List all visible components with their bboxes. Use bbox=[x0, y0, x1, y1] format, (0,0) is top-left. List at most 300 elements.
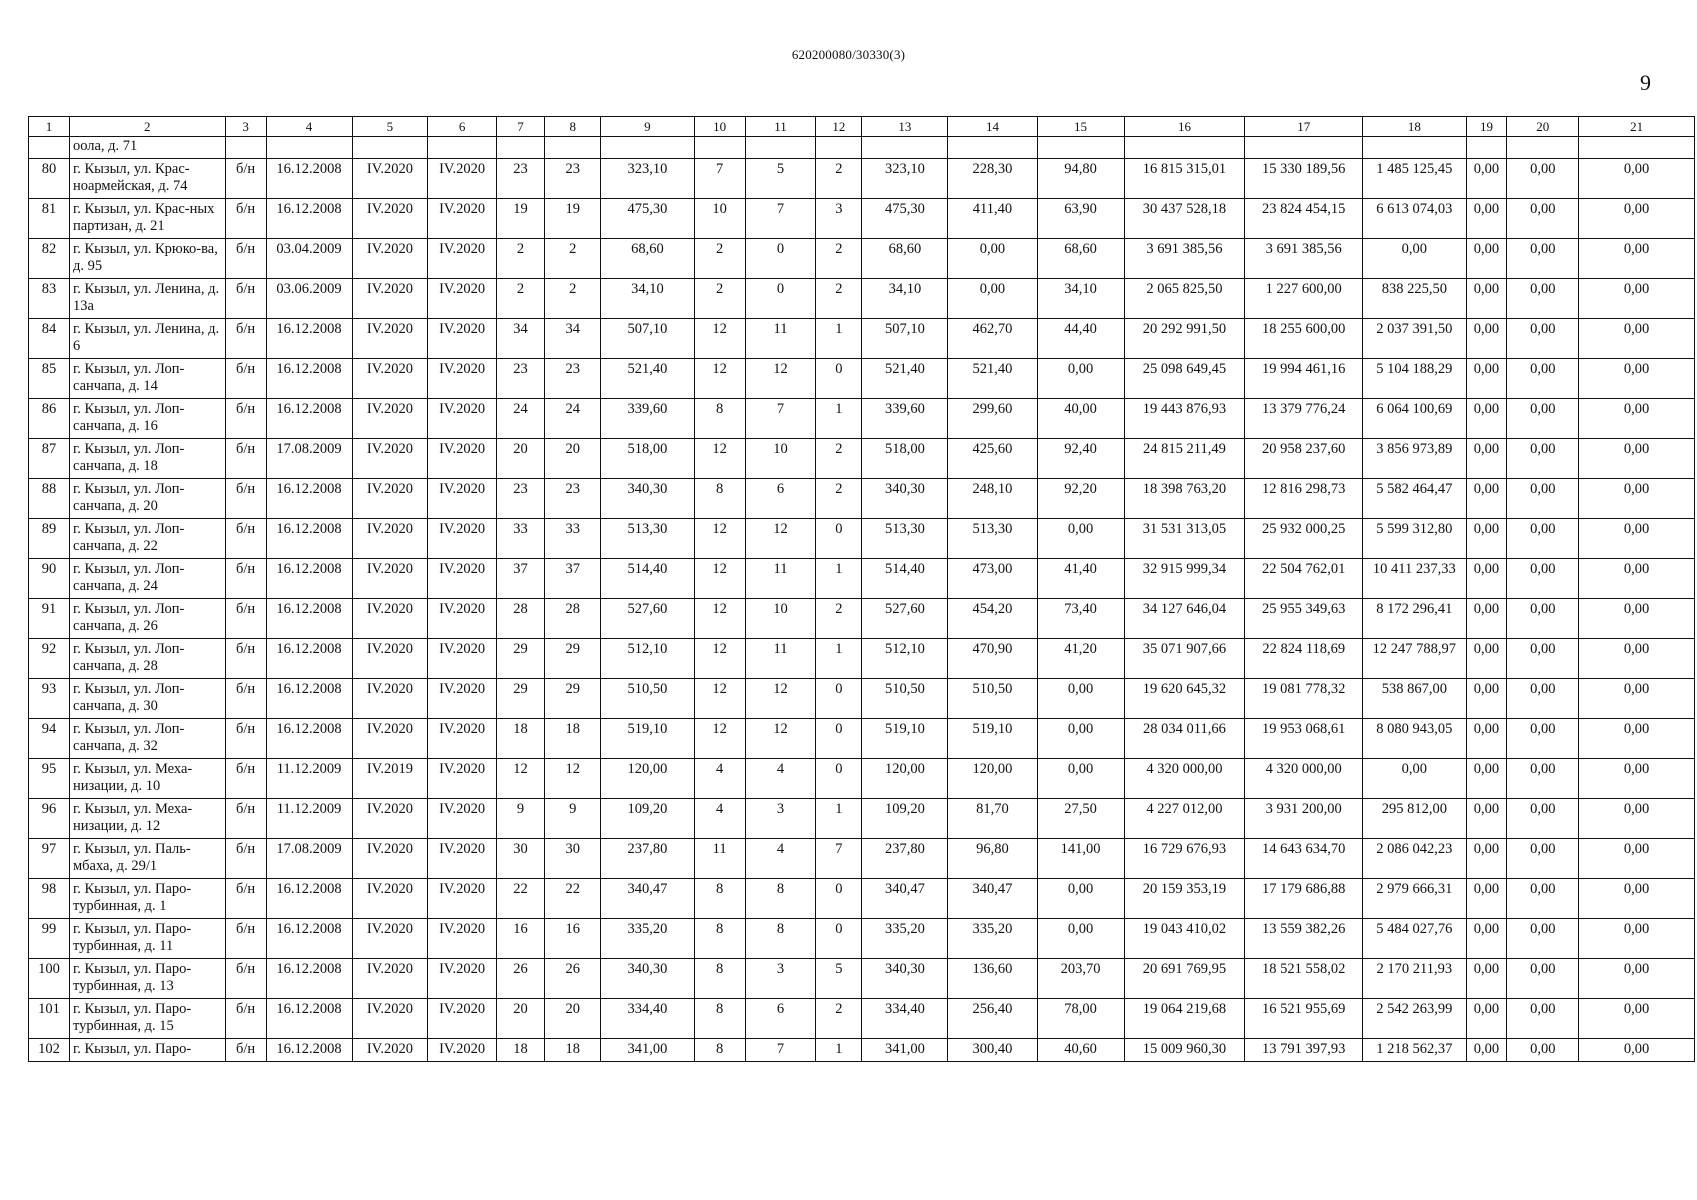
cell-n bbox=[29, 137, 70, 159]
column-header-3: 3 bbox=[225, 117, 266, 137]
cell-c11: 5 bbox=[745, 159, 816, 199]
cell-c14: 248,10 bbox=[948, 479, 1037, 519]
table-row bbox=[29, 239, 1695, 279]
cell-c18: 3 856 973,89 bbox=[1363, 439, 1466, 479]
column-header-16: 16 bbox=[1124, 117, 1245, 137]
cell-c12: 2 bbox=[816, 999, 862, 1039]
cell-c13: 323,10 bbox=[862, 159, 948, 199]
cell-c20: 0,00 bbox=[1507, 919, 1579, 959]
cell-c9: 237,80 bbox=[601, 839, 694, 879]
table-row bbox=[29, 519, 1695, 559]
cell-addr: г. Кызыл, ул. Лоп-санчапа, д. 30 bbox=[69, 679, 225, 719]
cell-c16: 34 127 646,04 bbox=[1124, 599, 1245, 639]
cell-c16: 4 227 012,00 bbox=[1124, 799, 1245, 839]
cell-c18: 5 104 188,29 bbox=[1363, 359, 1466, 399]
cell-c13: 513,30 bbox=[862, 519, 948, 559]
cell-c9: 340,30 bbox=[601, 479, 694, 519]
cell-c17: 15 330 189,56 bbox=[1245, 159, 1363, 199]
cell-c17: 18 521 558,02 bbox=[1245, 959, 1363, 999]
cell-c10: 12 bbox=[694, 359, 745, 399]
cell-doc: б/н bbox=[225, 559, 266, 599]
cell-q2: IV.2020 bbox=[428, 519, 497, 559]
cell-c15: 27,50 bbox=[1037, 799, 1124, 839]
cell-c19: 0,00 bbox=[1466, 479, 1507, 519]
cell-date: 16.12.2008 bbox=[266, 159, 352, 199]
cell-c13: 109,20 bbox=[862, 799, 948, 839]
cell-doc: б/н bbox=[225, 719, 266, 759]
cell-c21: 0,00 bbox=[1579, 159, 1695, 199]
cell-date: 16.12.2008 bbox=[266, 359, 352, 399]
cell-doc: б/н bbox=[225, 959, 266, 999]
cell-doc: б/н bbox=[225, 239, 266, 279]
cell-c14: 0,00 bbox=[948, 279, 1037, 319]
cell-date: 16.12.2008 bbox=[266, 519, 352, 559]
cell-date: 16.12.2008 bbox=[266, 639, 352, 679]
column-header-18: 18 bbox=[1363, 117, 1466, 137]
cell-c11: 12 bbox=[745, 359, 816, 399]
cell-c7: 9 bbox=[496, 799, 544, 839]
cell-c7: 22 bbox=[496, 879, 544, 919]
cell-c17: 16 521 955,69 bbox=[1245, 999, 1363, 1039]
cell-c12: 0 bbox=[816, 359, 862, 399]
cell-c9: 339,60 bbox=[601, 399, 694, 439]
cell-c20: 0,00 bbox=[1507, 439, 1579, 479]
cell-c9: 109,20 bbox=[601, 799, 694, 839]
cell-c20: 0,00 bbox=[1507, 319, 1579, 359]
cell-c17: 22 504 762,01 bbox=[1245, 559, 1363, 599]
cell-c9: 475,30 bbox=[601, 199, 694, 239]
cell-c15: 41,40 bbox=[1037, 559, 1124, 599]
cell-c11: 11 bbox=[745, 639, 816, 679]
cell-c17: 19 994 461,16 bbox=[1245, 359, 1363, 399]
cell-c21: 0,00 bbox=[1579, 919, 1695, 959]
cell-c21: 0,00 bbox=[1579, 559, 1695, 599]
cell-c21: 0,00 bbox=[1579, 479, 1695, 519]
cell-q2: IV.2020 bbox=[428, 599, 497, 639]
cell-c16: 24 815 211,49 bbox=[1124, 439, 1245, 479]
column-header-17: 17 bbox=[1245, 117, 1363, 137]
table-row bbox=[29, 759, 1695, 799]
cell-c15: 63,90 bbox=[1037, 199, 1124, 239]
cell-c16: 4 320 000,00 bbox=[1124, 759, 1245, 799]
cell-c21: 0,00 bbox=[1579, 599, 1695, 639]
cell-c12: 1 bbox=[816, 399, 862, 439]
cell-c10: 12 bbox=[694, 639, 745, 679]
cell-c12: 0 bbox=[816, 759, 862, 799]
cell-c16: 28 034 011,66 bbox=[1124, 719, 1245, 759]
column-header-21: 21 bbox=[1579, 117, 1695, 137]
cell-c20: 0,00 bbox=[1507, 839, 1579, 879]
cell-c11: 6 bbox=[745, 999, 816, 1039]
cell-c15: 0,00 bbox=[1037, 919, 1124, 959]
cell-c16: 30 437 528,18 bbox=[1124, 199, 1245, 239]
cell-c16: 25 098 649,45 bbox=[1124, 359, 1245, 399]
cell-c9: 323,10 bbox=[601, 159, 694, 199]
cell-c12: 1 bbox=[816, 1039, 862, 1062]
cell-c14: 81,70 bbox=[948, 799, 1037, 839]
table-row bbox=[29, 839, 1695, 879]
cell-c9: 120,00 bbox=[601, 759, 694, 799]
cell-c14: 228,30 bbox=[948, 159, 1037, 199]
cell-c12: 2 bbox=[816, 159, 862, 199]
cell-c16: 31 531 313,05 bbox=[1124, 519, 1245, 559]
cell-c18: 2 037 391,50 bbox=[1363, 319, 1466, 359]
cell-c10: 11 bbox=[694, 839, 745, 879]
cell-c18: 10 411 237,33 bbox=[1363, 559, 1466, 599]
cell-c16: 16 815 315,01 bbox=[1124, 159, 1245, 199]
cell-c8: 24 bbox=[545, 399, 601, 439]
cell-c11: 11 bbox=[745, 559, 816, 599]
cell-c21: 0,00 bbox=[1579, 279, 1695, 319]
cell-c7: 37 bbox=[496, 559, 544, 599]
cell-date: 16.12.2008 bbox=[266, 959, 352, 999]
cell-q1: IV.2020 bbox=[352, 639, 428, 679]
cell-c15: 0,00 bbox=[1037, 679, 1124, 719]
cell-c7: 23 bbox=[496, 479, 544, 519]
cell-c11: 3 bbox=[745, 799, 816, 839]
cell-c9: 507,10 bbox=[601, 319, 694, 359]
cell-c9: 340,47 bbox=[601, 879, 694, 919]
cell-doc: б/н bbox=[225, 359, 266, 399]
cell-c20: 0,00 bbox=[1507, 359, 1579, 399]
cell-c13: 507,10 bbox=[862, 319, 948, 359]
cell-c14: 300,40 bbox=[948, 1039, 1037, 1062]
cell-q1: IV.2020 bbox=[352, 879, 428, 919]
cell-addr: г. Кызыл, ул. Крас-ноармейская, д. 74 bbox=[69, 159, 225, 199]
cell-q2: IV.2020 bbox=[428, 399, 497, 439]
cell-c12: 0 bbox=[816, 879, 862, 919]
cell-c13: 514,40 bbox=[862, 559, 948, 599]
cell-c13: 335,20 bbox=[862, 919, 948, 959]
cell-c14: 340,47 bbox=[948, 879, 1037, 919]
cell-c13: 519,10 bbox=[862, 719, 948, 759]
cell-q2: IV.2020 bbox=[428, 839, 497, 879]
cell-c16: 19 620 645,32 bbox=[1124, 679, 1245, 719]
cell-c19: 0,00 bbox=[1466, 639, 1507, 679]
cell-addr: г. Кызыл, ул. Меха-низации, д. 10 bbox=[69, 759, 225, 799]
cell-q2: IV.2020 bbox=[428, 1039, 497, 1062]
cell-c13: 237,80 bbox=[862, 839, 948, 879]
cell-c10: 8 bbox=[694, 999, 745, 1039]
cell-c13: 340,30 bbox=[862, 479, 948, 519]
cell-q1: IV.2020 bbox=[352, 1039, 428, 1062]
cell-q1: IV.2020 bbox=[352, 519, 428, 559]
cell-c19: 0,00 bbox=[1466, 439, 1507, 479]
cell-addr: г. Кызыл, ул. Ленина, д. 13а bbox=[69, 279, 225, 319]
cell-doc: б/н bbox=[225, 679, 266, 719]
cell-n: 84 bbox=[29, 319, 70, 359]
cell-q2: IV.2020 bbox=[428, 799, 497, 839]
cell-date: 16.12.2008 bbox=[266, 319, 352, 359]
cell-c9: 34,10 bbox=[601, 279, 694, 319]
cell-doc: б/н bbox=[225, 799, 266, 839]
cell-q1: IV.2020 bbox=[352, 279, 428, 319]
cell-c19: 0,00 bbox=[1466, 879, 1507, 919]
cell-q1: IV.2020 bbox=[352, 799, 428, 839]
cell-c17: 25 932 000,25 bbox=[1245, 519, 1363, 559]
cell-c19: 0,00 bbox=[1466, 959, 1507, 999]
cell-n: 102 bbox=[29, 1039, 70, 1062]
cell-addr: г. Кызыл, ул. Ленина, д. 6 bbox=[69, 319, 225, 359]
cell-c10: 4 bbox=[694, 799, 745, 839]
cell-addr: г. Кызыл, ул. Лоп-санчапа, д. 14 bbox=[69, 359, 225, 399]
cell-c12: 1 bbox=[816, 559, 862, 599]
cell-doc: б/н bbox=[225, 159, 266, 199]
cell-c19: 0,00 bbox=[1466, 239, 1507, 279]
cell-c20: 0,00 bbox=[1507, 399, 1579, 439]
cell-c15: 0,00 bbox=[1037, 359, 1124, 399]
cell-c8: 29 bbox=[545, 639, 601, 679]
cell-c21: 0,00 bbox=[1579, 759, 1695, 799]
cell-c7: 26 bbox=[496, 959, 544, 999]
cell-n: 80 bbox=[29, 159, 70, 199]
cell-c7: 33 bbox=[496, 519, 544, 559]
cell-q2: IV.2020 bbox=[428, 959, 497, 999]
cell-n: 88 bbox=[29, 479, 70, 519]
cell-q1: IV.2020 bbox=[352, 559, 428, 599]
cell-c12: 2 bbox=[816, 599, 862, 639]
cell-c9: 513,30 bbox=[601, 519, 694, 559]
cell-q1: IV.2020 bbox=[352, 719, 428, 759]
cell-c20: 0,00 bbox=[1507, 519, 1579, 559]
cell-c9: 340,30 bbox=[601, 959, 694, 999]
cell-c19: 0,00 bbox=[1466, 999, 1507, 1039]
cell-c18: 5 599 312,80 bbox=[1363, 519, 1466, 559]
cell-c17: 19 081 778,32 bbox=[1245, 679, 1363, 719]
cell-c17: 25 955 349,63 bbox=[1245, 599, 1363, 639]
cell-c17: 23 824 454,15 bbox=[1245, 199, 1363, 239]
cell-c20: 0,00 bbox=[1507, 799, 1579, 839]
cell-c12: 2 bbox=[816, 439, 862, 479]
column-header-4: 4 bbox=[266, 117, 352, 137]
cell-c10: 8 bbox=[694, 879, 745, 919]
cell-c7: 2 bbox=[496, 279, 544, 319]
cell-c9: 519,10 bbox=[601, 719, 694, 759]
cell-c16: 16 729 676,93 bbox=[1124, 839, 1245, 879]
cell-addr: г. Кызыл, ул. Лоп-санчапа, д. 32 bbox=[69, 719, 225, 759]
cell-c18: 838 225,50 bbox=[1363, 279, 1466, 319]
cell-q2: IV.2020 bbox=[428, 759, 497, 799]
cell-c15: 34,10 bbox=[1037, 279, 1124, 319]
cell-c11: 8 bbox=[745, 919, 816, 959]
cell-c11: 12 bbox=[745, 719, 816, 759]
cell-c19: 0,00 bbox=[1466, 719, 1507, 759]
cell-date: 16.12.2008 bbox=[266, 719, 352, 759]
cell-c11: 10 bbox=[745, 439, 816, 479]
cell-n: 91 bbox=[29, 599, 70, 639]
cell-addr: г. Кызыл, ул. Меха-низации, д. 12 bbox=[69, 799, 225, 839]
cell-c11: 8 bbox=[745, 879, 816, 919]
table-row bbox=[29, 1039, 1695, 1062]
cell-c10: 8 bbox=[694, 919, 745, 959]
cell-c12: 2 bbox=[816, 239, 862, 279]
cell-c8: 34 bbox=[545, 319, 601, 359]
cell-c10: 12 bbox=[694, 719, 745, 759]
cell-c21: 0,00 bbox=[1579, 679, 1695, 719]
cell-q2: IV.2020 bbox=[428, 559, 497, 599]
cell-c13: 512,10 bbox=[862, 639, 948, 679]
housing-table bbox=[28, 116, 1695, 1062]
cell-c15: 0,00 bbox=[1037, 759, 1124, 799]
cell-n: 92 bbox=[29, 639, 70, 679]
cell-c15: 94,80 bbox=[1037, 159, 1124, 199]
cell-c10: 4 bbox=[694, 759, 745, 799]
cell-c21: 0,00 bbox=[1579, 999, 1695, 1039]
cell-c7: 12 bbox=[496, 759, 544, 799]
cell-c11: 3 bbox=[745, 959, 816, 999]
cell-doc: б/н bbox=[225, 519, 266, 559]
cell-c15: 0,00 bbox=[1037, 519, 1124, 559]
cell-c13: 518,00 bbox=[862, 439, 948, 479]
cell-q1: IV.2020 bbox=[352, 439, 428, 479]
cell-n: 101 bbox=[29, 999, 70, 1039]
cell-n: 83 bbox=[29, 279, 70, 319]
document-code: 620200080/30330(3) bbox=[791, 47, 906, 62]
cell-c18: 1 485 125,45 bbox=[1363, 159, 1466, 199]
cell-date: 16.12.2008 bbox=[266, 999, 352, 1039]
cell-n: 93 bbox=[29, 679, 70, 719]
cell-c8: 28 bbox=[545, 599, 601, 639]
cell-q2: IV.2020 bbox=[428, 439, 497, 479]
cell-c17: 12 816 298,73 bbox=[1245, 479, 1363, 519]
cell-c7: 30 bbox=[496, 839, 544, 879]
cell-c11: 0 bbox=[745, 279, 816, 319]
cell-c15: 0,00 bbox=[1037, 879, 1124, 919]
cell-c7: 29 bbox=[496, 679, 544, 719]
cell-c19: 0,00 bbox=[1466, 399, 1507, 439]
cell-doc: б/н bbox=[225, 759, 266, 799]
cell-c9: 514,40 bbox=[601, 559, 694, 599]
cell-addr: г. Кызыл, ул. Лоп-санчапа, д. 22 bbox=[69, 519, 225, 559]
cell-c15: 141,00 bbox=[1037, 839, 1124, 879]
cell-c21: 0,00 bbox=[1579, 879, 1695, 919]
cell-c21: 0,00 bbox=[1579, 519, 1695, 559]
cell-c17: 13 379 776,24 bbox=[1245, 399, 1363, 439]
cell-date: 17.08.2009 bbox=[266, 839, 352, 879]
cell-c15: 73,40 bbox=[1037, 599, 1124, 639]
cell-doc: б/н bbox=[225, 919, 266, 959]
cell-c16: 20 159 353,19 bbox=[1124, 879, 1245, 919]
cell-c14: 120,00 bbox=[948, 759, 1037, 799]
cell-c13: 341,00 bbox=[862, 1039, 948, 1062]
cell-c12: 2 bbox=[816, 279, 862, 319]
cell-c20: 0,00 bbox=[1507, 719, 1579, 759]
cell-c20: 0,00 bbox=[1507, 559, 1579, 599]
cell-c17: 22 824 118,69 bbox=[1245, 639, 1363, 679]
cell-n: 95 bbox=[29, 759, 70, 799]
cell-c17: 17 179 686,88 bbox=[1245, 879, 1363, 919]
cell-c17: 13 791 397,93 bbox=[1245, 1039, 1363, 1062]
cell-c13: 340,47 bbox=[862, 879, 948, 919]
cell-q2: IV.2020 bbox=[428, 359, 497, 399]
cell-c13: 527,60 bbox=[862, 599, 948, 639]
cell-c19: 0,00 bbox=[1466, 199, 1507, 239]
cell-c11: 11 bbox=[745, 319, 816, 359]
cell-q2: IV.2020 bbox=[428, 639, 497, 679]
table-row bbox=[29, 159, 1695, 199]
cell-c14: 0,00 bbox=[948, 239, 1037, 279]
cell-date: 16.12.2008 bbox=[266, 399, 352, 439]
cell-q2: IV.2020 bbox=[428, 879, 497, 919]
cell-c15: 0,00 bbox=[1037, 719, 1124, 759]
cell-c21: 0,00 bbox=[1579, 319, 1695, 359]
cell-c11: 7 bbox=[745, 399, 816, 439]
cell-c14: 299,60 bbox=[948, 399, 1037, 439]
cell-c18: 6 064 100,69 bbox=[1363, 399, 1466, 439]
cell-c19: 0,00 bbox=[1466, 1039, 1507, 1062]
cell-c10: 10 bbox=[694, 199, 745, 239]
cell-c12: 0 bbox=[816, 679, 862, 719]
cell-c20: 0,00 bbox=[1507, 999, 1579, 1039]
cell-c12: 2 bbox=[816, 479, 862, 519]
table-row bbox=[29, 679, 1695, 719]
cell-c15: 92,20 bbox=[1037, 479, 1124, 519]
cell-q1: IV.2020 bbox=[352, 679, 428, 719]
column-header-13: 13 bbox=[862, 117, 948, 137]
cell-c12: 1 bbox=[816, 639, 862, 679]
cell-date: 16.12.2008 bbox=[266, 559, 352, 599]
cell-c21: 0,00 bbox=[1579, 199, 1695, 239]
cell-c7: 28 bbox=[496, 599, 544, 639]
cell-c8: 22 bbox=[545, 879, 601, 919]
table-row bbox=[29, 439, 1695, 479]
cell-c14: 454,20 bbox=[948, 599, 1037, 639]
cell-c9: 341,00 bbox=[601, 1039, 694, 1062]
cell-c10: 8 bbox=[694, 399, 745, 439]
cell-c8: 12 bbox=[545, 759, 601, 799]
cell-c21: 0,00 bbox=[1579, 439, 1695, 479]
cell-c20: 0,00 bbox=[1507, 639, 1579, 679]
cell-q1: IV.2019 bbox=[352, 759, 428, 799]
cell-c18: 2 170 211,93 bbox=[1363, 959, 1466, 999]
cell-addr: г. Кызыл, ул. Лоп-санчапа, д. 26 bbox=[69, 599, 225, 639]
cell-c19: 0,00 bbox=[1466, 519, 1507, 559]
cell-c8: 2 bbox=[545, 279, 601, 319]
cell-c13: 334,40 bbox=[862, 999, 948, 1039]
cell-c8: 26 bbox=[545, 959, 601, 999]
cell-c16: 19 443 876,93 bbox=[1124, 399, 1245, 439]
cell-c13: 475,30 bbox=[862, 199, 948, 239]
cell-c21: 0,00 bbox=[1579, 839, 1695, 879]
cell-c18: 1 218 562,37 bbox=[1363, 1039, 1466, 1062]
cell-q1: IV.2020 bbox=[352, 199, 428, 239]
cell-c19: 0,00 bbox=[1466, 279, 1507, 319]
cell-q1: IV.2020 bbox=[352, 359, 428, 399]
cell-c18: 8 172 296,41 bbox=[1363, 599, 1466, 639]
cell-c10: 8 bbox=[694, 479, 745, 519]
cell-n: 94 bbox=[29, 719, 70, 759]
column-header-12: 12 bbox=[816, 117, 862, 137]
table-row bbox=[29, 719, 1695, 759]
cell-c11: 6 bbox=[745, 479, 816, 519]
table-row bbox=[29, 399, 1695, 439]
cell-addr: г. Кызыл, ул. Лоп-санчапа, д. 24 bbox=[69, 559, 225, 599]
cell-c20: 0,00 bbox=[1507, 959, 1579, 999]
cell-c7: 2 bbox=[496, 239, 544, 279]
continuation-row bbox=[29, 137, 1695, 159]
cell-c12: 3 bbox=[816, 199, 862, 239]
cell-q2: IV.2020 bbox=[428, 319, 497, 359]
cell-c20: 0,00 bbox=[1507, 279, 1579, 319]
cell-addr: г. Кызыл, ул. Паро-турбинная, д. 15 bbox=[69, 999, 225, 1039]
cell-c7: 29 bbox=[496, 639, 544, 679]
table-row bbox=[29, 319, 1695, 359]
cell-c9: 335,20 bbox=[601, 919, 694, 959]
cell-c15: 92,40 bbox=[1037, 439, 1124, 479]
cell-c8: 9 bbox=[545, 799, 601, 839]
cell-c17: 3 691 385,56 bbox=[1245, 239, 1363, 279]
cell-c10: 12 bbox=[694, 519, 745, 559]
